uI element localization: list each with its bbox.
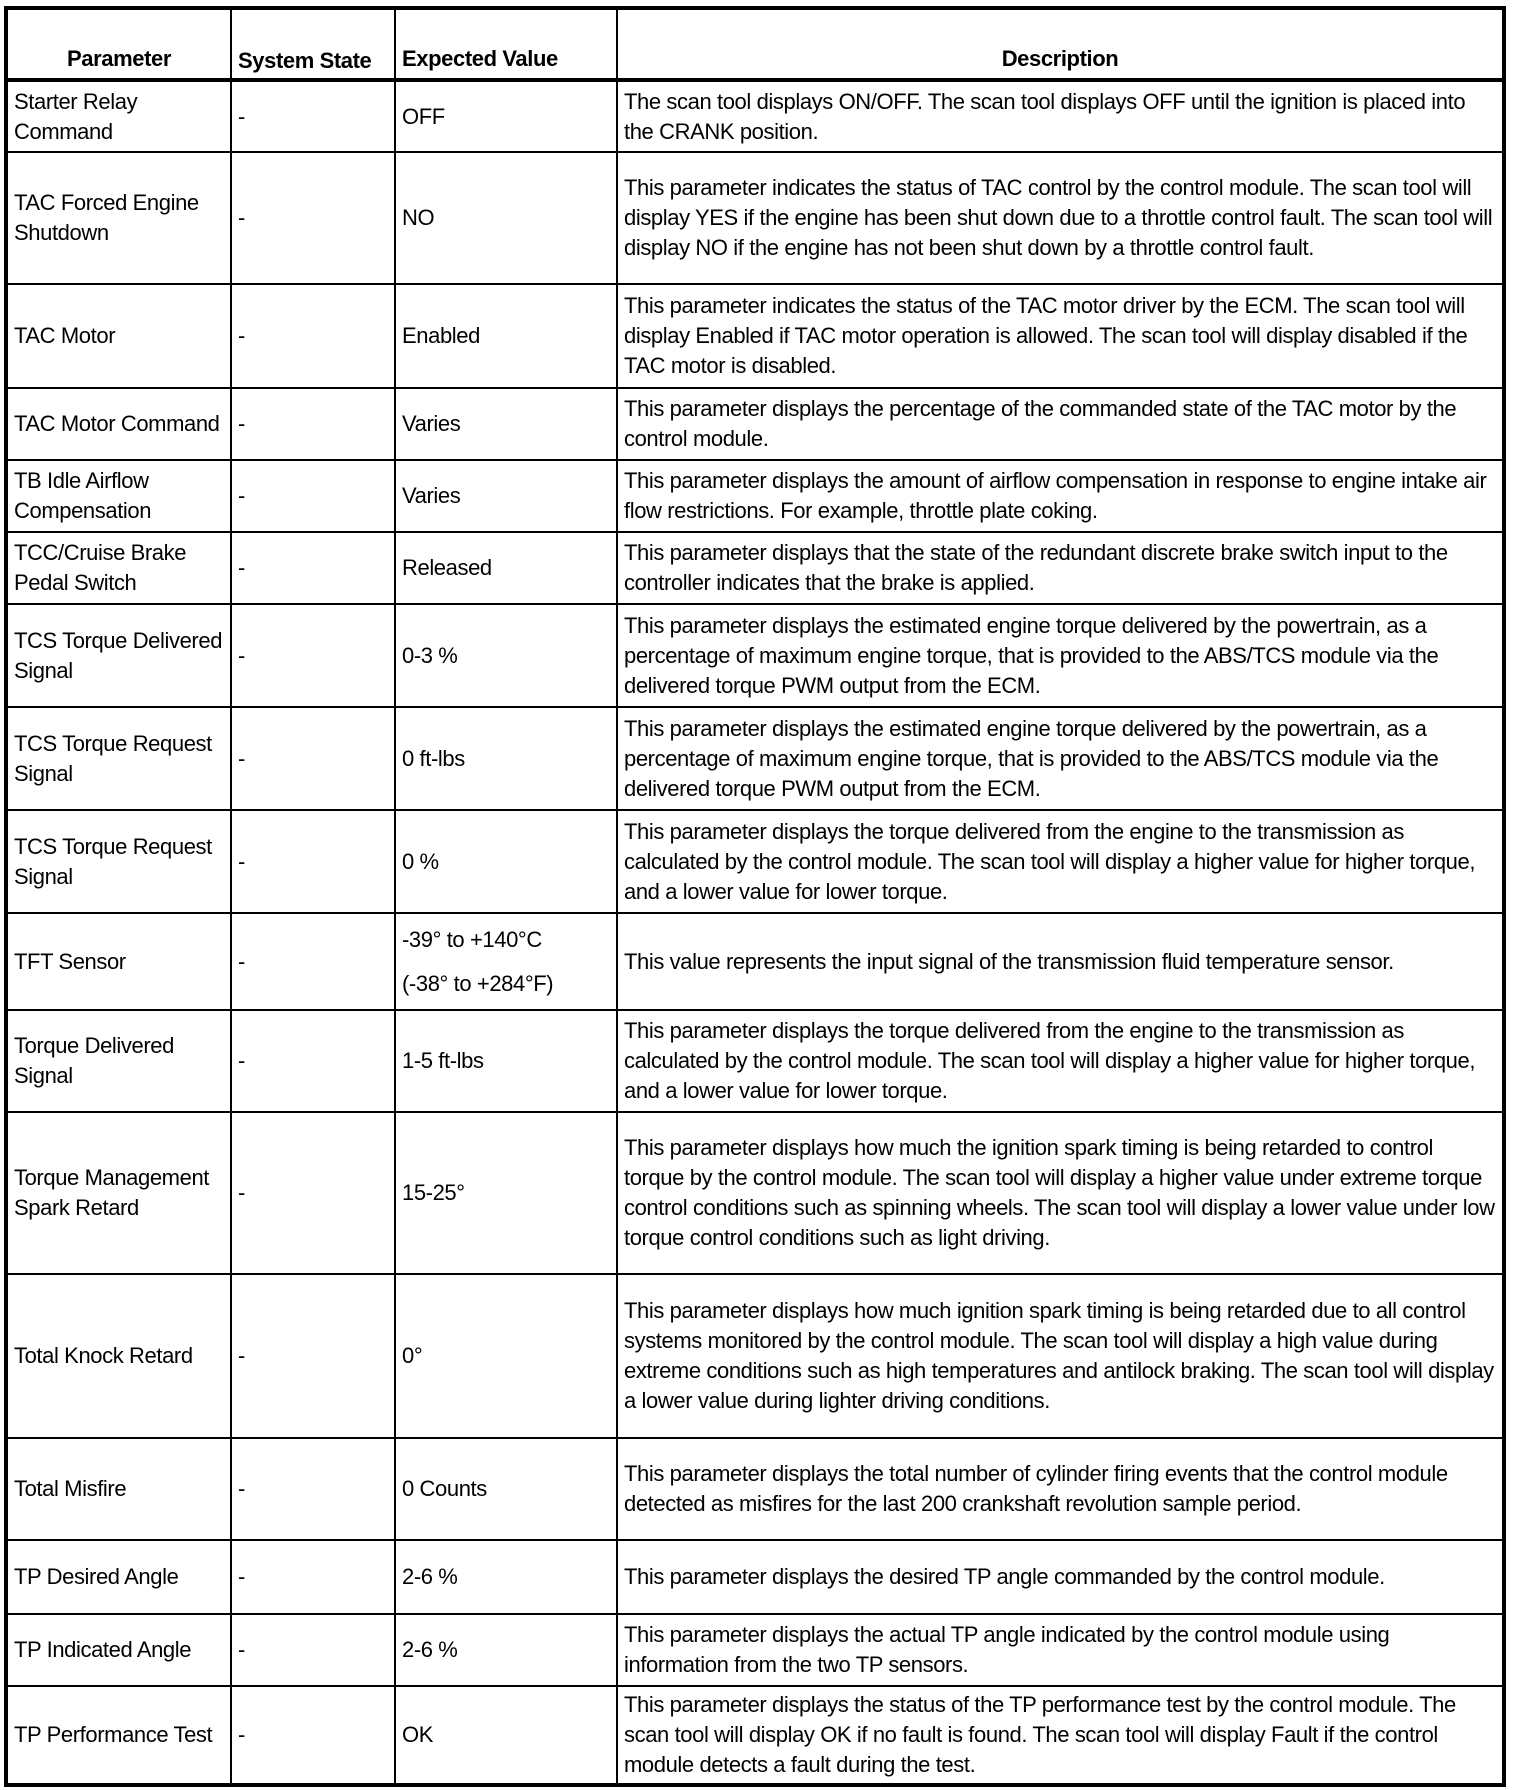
- cell-expected-value: [395, 460, 617, 532]
- cell-system-state: -: [231, 1540, 395, 1614]
- cell-description: This parameter displays the total number of cylinder firing events that the control module detected as misfires for the last 200 crankshaft revolution sample period.: [617, 1438, 1504, 1540]
- cell-system-state: -: [231, 80, 395, 152]
- cell-parameter: TAC Forced Engine Shutdown: [6, 152, 231, 284]
- cell-expected-value: [395, 707, 617, 810]
- cell-description: This parameter displays the actual TP angle indicated by the control module using information from the two TP sensors.: [617, 1614, 1504, 1686]
- cell-description: This parameter indicates the status of the TAC motor driver by the ECM. The scan tool will display Enabled if TAC motor operation is allowed. The scan tool will display disabled if the TAC motor is disabled.: [617, 284, 1504, 388]
- expected-value-line: Released: [402, 555, 492, 580]
- cell-system-state: -: [231, 284, 395, 388]
- cell-description: This parameter displays the estimated engine torque delivered by the powertrain, as a percentage of maximum engine torque, that is provided to the ABS/TCS module via the delivered torque PWM output from the ECM.: [617, 707, 1504, 810]
- cell-description: This parameter displays the torque delivered from the engine to the transmission as calculated by the control module. The scan tool will display a higher value for higher torque, and a lower value for lower torque.: [617, 1010, 1504, 1112]
- cell-system-state: -: [231, 460, 395, 532]
- cell-parameter: TB Idle Airflow Compensation: [6, 460, 231, 532]
- cell-description: This parameter displays the desired TP angle commanded by the control module.: [617, 1540, 1504, 1614]
- cell-description: This parameter indicates the status of TAC control by the control module. The scan tool will display YES if the engine has been shut down due to a throttle control fault. The scan tool will display NO if the engine has not been shut down by a throttle control fault.: [617, 152, 1504, 284]
- cell-parameter: TCS Torque Request Signal: [6, 810, 231, 913]
- cell-description: This parameter displays the percentage of the commanded state of the TAC motor by the control module.: [617, 388, 1504, 460]
- cell-system-state: -: [231, 913, 395, 1010]
- cell-expected-value: [395, 1614, 617, 1686]
- cell-system-state: -: [231, 1614, 395, 1686]
- cell-description: This parameter displays how much ignition spark timing is being retarded due to all control systems monitored by the control module. The scan tool will display a high value during extreme conditions such as high temperatures and antilock braking. The scan tool will display a lower value during lighter driving conditions.: [617, 1274, 1504, 1438]
- cell-parameter: TCC/Cruise Brake Pedal Switch: [6, 532, 231, 604]
- cell-expected-value: [395, 1540, 617, 1614]
- expected-value-line: 1-5 ft-lbs: [402, 1048, 484, 1073]
- cell-expected-value: [395, 1010, 617, 1112]
- cell-description: This parameter displays the amount of airflow compensation in response to engine intake air flow restrictions. For example, throttle plate coking.: [617, 460, 1504, 532]
- table-header: [6, 8, 1504, 80]
- expected-value-line: 0 ft-lbs: [402, 745, 465, 771]
- table-row: [6, 1614, 1504, 1686]
- cell-system-state: -: [231, 532, 395, 604]
- expected-value-line: 2-6 %: [402, 1564, 458, 1589]
- expected-value-line: 0-3 %: [402, 642, 458, 668]
- cell-description: This parameter displays the torque delivered from the engine to the transmission as calculated by the control module. The scan tool will display a higher value for higher torque, and a lower value for lower torque.: [617, 810, 1504, 913]
- cell-system-state: -: [231, 1274, 395, 1438]
- cell-expected-value: [395, 80, 617, 152]
- cell-expected-value: [395, 913, 617, 1010]
- cell-expected-value: [395, 1686, 617, 1785]
- cell-parameter: TAC Motor: [6, 284, 231, 388]
- cell-parameter: TP Desired Angle: [6, 1540, 231, 1614]
- table-row: [6, 913, 1504, 1010]
- cell-parameter: TCS Torque Request Signal: [6, 707, 231, 810]
- cell-description: This value represents the input signal of the transmission fluid temperature sensor.: [617, 913, 1504, 1010]
- cell-expected-value: [395, 284, 617, 388]
- table-row: [6, 1438, 1504, 1540]
- header-system-state: System State: [231, 8, 395, 80]
- cell-parameter: TP Performance Test: [6, 1686, 231, 1785]
- expected-value-line: (-38° to +284°F): [402, 970, 554, 996]
- table-row: [6, 1010, 1504, 1112]
- cell-expected-value: [395, 1112, 617, 1274]
- table-row: [6, 1274, 1504, 1438]
- cell-expected-value: [395, 152, 617, 284]
- expected-value-line: -39° to +140°C: [402, 926, 542, 952]
- cell-system-state: -: [231, 1112, 395, 1274]
- expected-value-line: 15-25°: [402, 1180, 465, 1205]
- table-row: [6, 604, 1504, 707]
- cell-description: This parameter displays how much the ignition spark timing is being retarded to control torque by the control module. The scan tool will display a higher value under extreme torque control conditions such as spinning wheels. The scan tool will display a lower value under low torque control conditions such as light driving.: [617, 1112, 1504, 1274]
- expected-value-line: NO: [402, 205, 435, 230]
- table-row: [6, 810, 1504, 913]
- table-row: [6, 1686, 1504, 1785]
- cell-expected-value: [395, 532, 617, 604]
- header-parameter: Parameter: [6, 8, 231, 80]
- cell-parameter: TCS Torque Delivered Signal: [6, 604, 231, 707]
- cell-description: The scan tool displays ON/OFF. The scan tool displays OFF until the ignition is placed into the CRANK position.: [617, 80, 1504, 152]
- cell-expected-value: [395, 604, 617, 707]
- cell-system-state: -: [231, 1686, 395, 1785]
- expected-value-line: 2-6 %: [402, 1637, 458, 1662]
- cell-description: This parameter displays that the state of the redundant discrete brake switch input to the controller indicates that the brake is applied.: [617, 532, 1504, 604]
- expected-value-line: Varies: [402, 483, 461, 508]
- cell-system-state: -: [231, 707, 395, 810]
- table-row: [6, 532, 1504, 604]
- cell-parameter: Total Misfire: [6, 1438, 231, 1540]
- cell-parameter: Total Knock Retard: [6, 1274, 231, 1438]
- header-expected-value: Expected Value: [395, 8, 617, 80]
- cell-expected-value: [395, 810, 617, 913]
- cell-expected-value: [395, 1438, 617, 1540]
- cell-parameter: TFT Sensor: [6, 913, 231, 1010]
- table-row: [6, 460, 1504, 532]
- cell-expected-value: [395, 388, 617, 460]
- table-row: [6, 1112, 1504, 1274]
- cell-system-state: -: [231, 1438, 395, 1540]
- table-row: [6, 152, 1504, 284]
- expected-value-line: Varies: [402, 411, 461, 436]
- table-body: [6, 80, 1504, 1785]
- table-row: [6, 80, 1504, 152]
- cell-parameter: Torque Management Spark Retard: [6, 1112, 231, 1274]
- cell-description: This parameter displays the estimated engine torque delivered by the powertrain, as a percentage of maximum engine torque, that is provided to the ABS/TCS module via the delivered torque PWM output from the ECM.: [617, 604, 1504, 707]
- cell-expected-value: [395, 1274, 617, 1438]
- cell-system-state: -: [231, 152, 395, 284]
- cell-system-state: -: [231, 604, 395, 707]
- expected-value-line: Enabled: [402, 323, 480, 348]
- table-row: [6, 284, 1504, 388]
- expected-value-line: 0 %: [402, 848, 439, 874]
- expected-value-line: OFF: [402, 103, 445, 129]
- header-description: Description: [617, 8, 1504, 80]
- expected-value-line: OK: [402, 1722, 433, 1747]
- cell-parameter: Starter Relay Command: [6, 80, 231, 152]
- cell-system-state: -: [231, 1010, 395, 1112]
- table-row: [6, 1540, 1504, 1614]
- expected-value-line: 0°: [402, 1343, 423, 1368]
- cell-system-state: -: [231, 810, 395, 913]
- cell-parameter: Torque Delivered Signal: [6, 1010, 231, 1112]
- table-row: [6, 388, 1504, 460]
- cell-description: This parameter displays the status of the TP performance test by the control module. The scan tool will display OK if no fault is found. The scan tool will display Fault if the control module detects a fault during the test.: [617, 1686, 1504, 1785]
- table-row: [6, 707, 1504, 810]
- cell-parameter: TP Indicated Angle: [6, 1614, 231, 1686]
- cell-system-state: -: [231, 388, 395, 460]
- scan-tool-data-table: [4, 6, 1506, 1787]
- cell-parameter: TAC Motor Command: [6, 388, 231, 460]
- expected-value-line: 0 Counts: [402, 1476, 487, 1501]
